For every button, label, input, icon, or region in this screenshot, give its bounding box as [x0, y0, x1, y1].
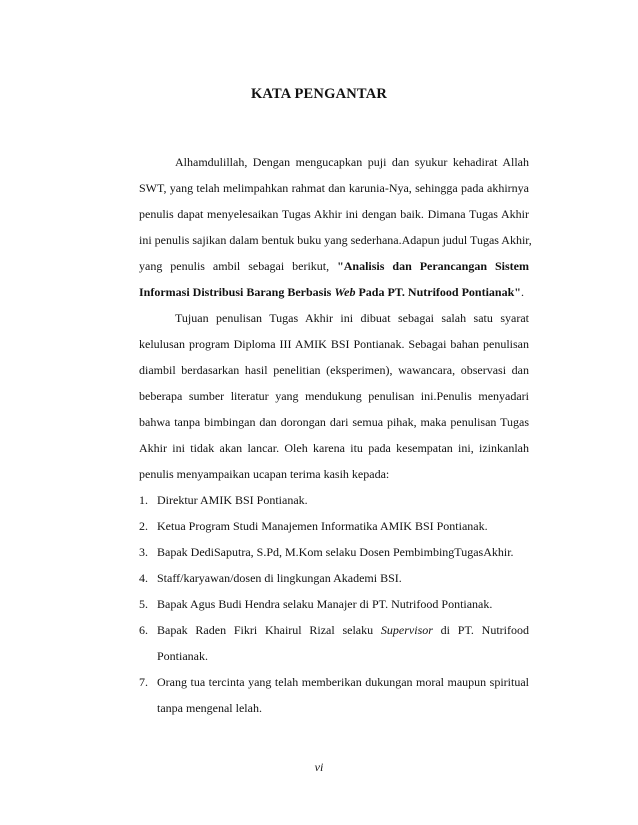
paragraph-1-line: Alhamdulillah, Dengan mengucapkan puji dan syukur kehadirat Allah	[175, 155, 529, 169]
paragraph-1-line	[139, 257, 529, 275]
list-item-text: Pontianak.	[157, 649, 208, 663]
paragraph-2-line: bahwa tanpa bimbingan dan dorongan dari semua pihak, maka penulisan Tugas	[139, 415, 529, 429]
list-item	[139, 491, 529, 509]
list-number: 1.	[139, 493, 148, 507]
list-item	[139, 595, 529, 613]
page-title: KATA PENGANTAR	[250, 86, 388, 102]
page-number: vi	[314, 760, 324, 774]
paragraph-1-line: SWT, yang telah melimpahkan rahmat dan karunia-Nya, sehingga pada akhirnya	[139, 181, 529, 195]
list-item-text: Bapak DediSaputra, S.Pd, M.Kom selaku Dosen PembimbingTugasAkhir.	[157, 545, 514, 559]
book-title-italic-run: Web	[334, 285, 356, 299]
list-item-text: Bapak Agus Budi Hendra selaku Manajer di PT. Nutrifood Pontianak.	[157, 597, 493, 611]
paragraph-2-line: Akhir ini tidak akan lancar. Oleh karena itu pada kesempatan ini, izinkanlah	[139, 441, 529, 455]
list-item	[139, 569, 529, 587]
paragraph-2-line: Tujuan penulisan Tugas Akhir ini dibuat sebagai salah satu syarat	[175, 311, 529, 325]
list-item	[139, 673, 529, 691]
paragraph-1-line: penulis dapat menyelesaikan Tugas Akhir ini dengan baik. Dimana Tugas Akhir	[139, 207, 529, 221]
list-item	[139, 621, 529, 639]
text-run: Bapak Raden Fikri Khairul Rizal selaku	[157, 623, 381, 637]
list-number: 7.	[139, 675, 148, 689]
list-number: 4.	[139, 571, 148, 585]
list-item-text: Staff/karyawan/dosen di lingkungan Akademi BSI.	[157, 571, 402, 585]
list-number: 6.	[139, 623, 148, 637]
paragraph-1-line: ini penulis sajikan dalam bentuk buku yang sederhana.Adapun judul Tugas Akhir,	[139, 233, 532, 247]
paragraph-2-line: penulis menyampaikan ucapan terima kasih kepada:	[139, 467, 390, 481]
list-number: 3.	[139, 545, 148, 559]
list-item-text: Ketua Program Studi Manajemen Informatika AMIK BSI Pontianak.	[157, 519, 488, 533]
paragraph-2-line: kelulusan program Diploma III AMIK BSI Pontianak. Sebagai bahan penulisan	[139, 337, 529, 351]
text-run: di PT. Nutrifood	[432, 623, 529, 637]
italic-term: Supervisor	[380, 623, 433, 637]
text-run: .	[520, 285, 524, 299]
text-run: yang penulis ambil sebagai berikut,	[139, 259, 338, 273]
paragraph-2-line: diambil berdasarkan hasil penelitian (eksperimen), wawancara, observasi dan	[139, 363, 529, 377]
list-item-text	[157, 621, 529, 639]
list-number: 2.	[139, 519, 148, 533]
paragraph-2-line: beberapa sumber literatur yang mendukung penulisan ini.Penulis menyadari	[139, 389, 529, 403]
paragraph-1-line	[139, 283, 529, 301]
list-item-continuation	[139, 699, 529, 717]
list-item-text: tanpa mengenal lelah.	[157, 701, 262, 715]
list-item-text: Direktur AMIK BSI Pontianak.	[157, 493, 308, 507]
list-number: 5.	[139, 597, 148, 611]
book-title-run: "Analisis dan Perancangan Sistem	[337, 259, 529, 273]
list-item	[139, 517, 529, 535]
book-title-run: Pada PT. Nutrifood Pontianak"	[355, 285, 521, 299]
list-item-text: Orang tua tercinta yang telah memberikan dukungan moral maupun spiritual	[157, 675, 529, 689]
list-item	[139, 543, 529, 561]
list-item-continuation	[139, 647, 529, 665]
book-title-run: Informasi Distribusi Barang Berbasis	[139, 285, 335, 299]
